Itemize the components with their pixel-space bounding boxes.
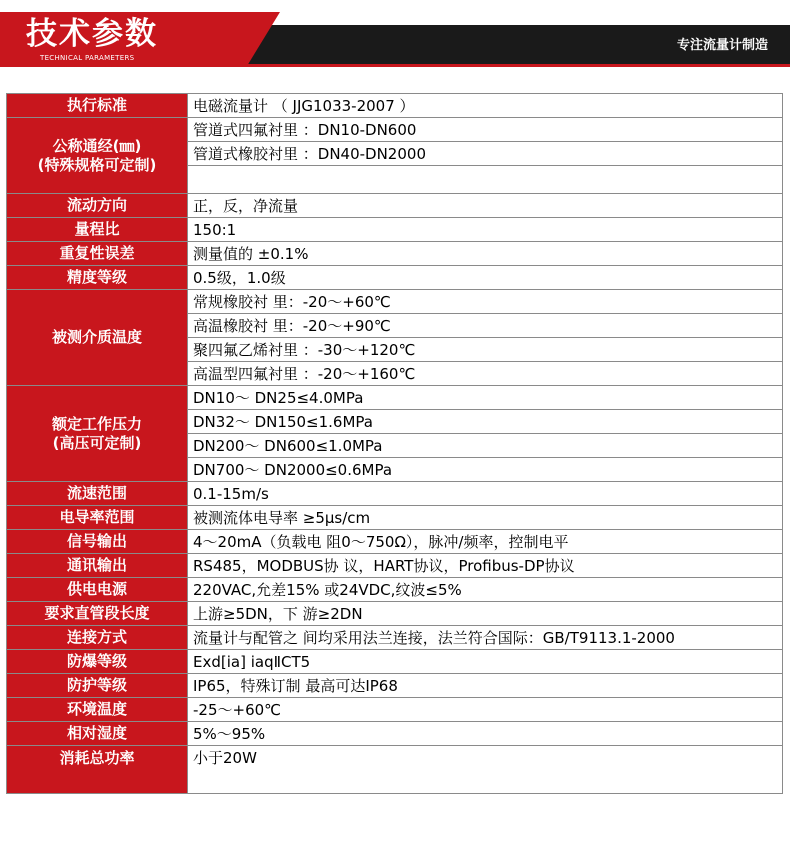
- row-value: 管道式四氟衬里 ：DN10-DN600: [188, 118, 783, 142]
- row-label: 供电电源: [7, 578, 188, 602]
- table-row: [7, 650, 783, 674]
- row-label: [7, 118, 188, 194]
- row-label: 相对湿度: [7, 722, 188, 746]
- blank-cell: [188, 166, 783, 194]
- spec-table: [6, 93, 783, 794]
- row-label-line: (高压可定制): [52, 433, 142, 452]
- row-label: 消耗总功率: [7, 746, 188, 794]
- row-value: 小于20W: [188, 746, 783, 794]
- table-row: [7, 578, 783, 602]
- table-row: [7, 290, 783, 314]
- row-value: 电磁流量计 （ JJG1033-2007 ）: [188, 94, 783, 118]
- table-row: [7, 266, 783, 290]
- table-row: [7, 530, 783, 554]
- tagline: 专注流量计制造: [676, 38, 768, 53]
- row-value: 上游≥5DN，下 游≥2DN: [188, 602, 783, 626]
- table-row: [7, 506, 783, 530]
- row-label: 通讯输出: [7, 554, 188, 578]
- row-label: 精度等级: [7, 266, 188, 290]
- page-subtitle: TECHNICAL PARAMETERS: [40, 54, 135, 62]
- table-row: [7, 746, 783, 794]
- row-value: IP65，特殊订制 最高可达IP68: [188, 674, 783, 698]
- table-row: [7, 94, 783, 118]
- row-value: 被测流体电导率 ≥5μs/cm: [188, 506, 783, 530]
- row-label: 被测介质温度: [7, 290, 188, 386]
- row-label-line: 公称通经(㎜): [52, 136, 142, 155]
- row-value: RS485，MODBUS协 议，HART协议，Profibus-DP协议: [188, 554, 783, 578]
- row-value: DN200～ DN600≤1.0MPa: [188, 434, 783, 458]
- table-row: [7, 722, 783, 746]
- table-row: [7, 242, 783, 266]
- row-value: 正，反，净流量: [188, 194, 783, 218]
- row-value: 高温型四氟衬里 ：-20～+160℃: [188, 362, 783, 386]
- row-value: 5%～95%: [188, 722, 783, 746]
- table-row: [7, 698, 783, 722]
- row-value: 4～20mA（负载电 阻0～750Ω），脉冲/频率，控制电平: [188, 530, 783, 554]
- table-row: [7, 674, 783, 698]
- row-value: 220VAC,允差15% 或24VDC,纹波≤5%: [188, 578, 783, 602]
- row-label: 执行标准: [7, 94, 188, 118]
- row-label: 防爆等级: [7, 650, 188, 674]
- row-label: 信号输出: [7, 530, 188, 554]
- row-value: 聚四氟乙烯衬里 ：-30～+120℃: [188, 338, 783, 362]
- row-value: 管道式橡胶衬里 ：DN40-DN2000: [188, 142, 783, 166]
- table-row: [7, 386, 783, 410]
- table-row: [7, 602, 783, 626]
- row-value: Exd[ia] iaqⅡCT5: [188, 650, 783, 674]
- row-label: 环境温度: [7, 698, 188, 722]
- table-row: [7, 218, 783, 242]
- row-label: 流速范围: [7, 482, 188, 506]
- table-row: [7, 626, 783, 650]
- row-value: 0.5级，1.0级: [188, 266, 783, 290]
- row-value: 高温橡胶衬 里：-20～+90℃: [188, 314, 783, 338]
- page-title: 技术参数: [26, 16, 158, 52]
- row-value: 测量值的 ±0.1%: [188, 242, 783, 266]
- row-label: 要求直管段长度: [7, 602, 188, 626]
- row-label-line: 额定工作压力: [51, 414, 142, 433]
- row-label: 电导率范围: [7, 506, 188, 530]
- table-row: [7, 194, 783, 218]
- row-value: DN32～ DN150≤1.6MPa: [188, 410, 783, 434]
- row-value: DN10～ DN25≤4.0MPa: [188, 386, 783, 410]
- row-label: [7, 386, 188, 482]
- row-label-line: (特殊规格可定制): [37, 155, 157, 174]
- row-value: -25～+60℃: [188, 698, 783, 722]
- row-value: 0.1-15m/s: [188, 482, 783, 506]
- row-value: 流量计与配管之 间均采用法兰连接，法兰符合国际：GB/T9113.1-2000: [188, 626, 783, 650]
- row-label: 防护等级: [7, 674, 188, 698]
- row-label: 重复性误差: [7, 242, 188, 266]
- section-header: [0, 0, 790, 70]
- table-row: [7, 118, 783, 142]
- table-row: [7, 554, 783, 578]
- row-value: 150:1: [188, 218, 783, 242]
- table-row: [7, 482, 783, 506]
- row-value: DN700～ DN2000≤0.6MPa: [188, 458, 783, 482]
- row-label: 量程比: [7, 218, 188, 242]
- row-value: 常规橡胶衬 里：-20～+60℃: [188, 290, 783, 314]
- row-label: 连接方式: [7, 626, 188, 650]
- row-label: 流动方向: [7, 194, 188, 218]
